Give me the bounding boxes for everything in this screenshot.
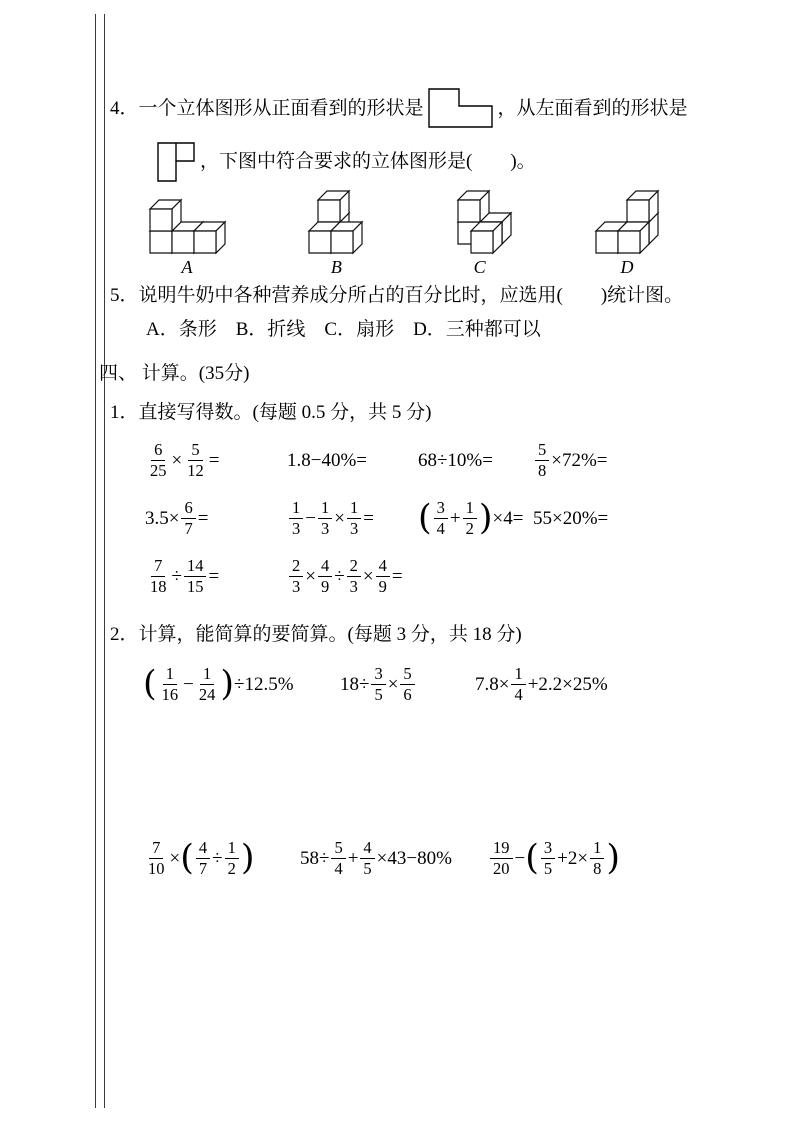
math-expression: 7.8× $\frac{1}{4}$ +2.2×25%: [475, 663, 608, 705]
part-2-expressions-row-1: [143, 665, 793, 705]
math-expression: 18÷ $\frac{3}{5}$ × $\frac{5}{6}$: [340, 665, 475, 705]
math-expression: $\frac{2}{3}$ × $\frac{4}{9}$ ÷ $\frac{2}{3}$ × $\frac{4}{9}$ =: [287, 557, 793, 597]
figure-option-a: [148, 187, 226, 276]
figure-options-row: [148, 187, 660, 276]
question-5-options: A．条形 B．折线 C．扇形 D．三种都可以: [146, 318, 541, 340]
math-expression: 55×20%=: [533, 508, 609, 530]
math-expression: 58÷ $\frac{5}{4}$ + $\frac{4}{5}$ ×43−80%: [300, 837, 452, 878]
math-expression: 1.8−40%=: [287, 450, 368, 472]
cube-figure-c: [447, 187, 513, 257]
cube-figure-b: [307, 187, 365, 257]
question-4-text-after-shape: ，从左面看到的形状是: [497, 97, 688, 119]
figure-option-c: [447, 187, 513, 276]
math-expression: $\frac{7}{10}$ × ( $\frac{4}{7}$ ÷ $\frac{1}{2}$ ): [148, 837, 255, 878]
part-1-title: 1．直接写得数。(每题 0.5 分，共 5 分): [110, 402, 432, 424]
math-expression: 68÷10%=: [418, 450, 493, 472]
question-5-text: 5．说明牛奶中各种营养成分所占的百分比时，应选用( )统计图。: [110, 285, 684, 306]
question-4-line-2: [152, 141, 793, 183]
math-expression: $\frac{6}{25}$ × $\frac{5}{12}$ =: [150, 440, 220, 481]
part-2-expressions-row-2: [143, 839, 793, 879]
figure-option-d: [594, 187, 660, 276]
figure-label-d: D: [620, 257, 634, 277]
section-4-title: 四、 计算。(35分): [99, 362, 250, 384]
part-2-title: 2．计算，能简算的要简算。(每题 3 分，共 18 分): [110, 623, 522, 645]
cube-figure-a: [148, 187, 226, 257]
math-expression: $\frac{1}{3}$ − $\frac{1}{3}$ × $\frac{1}{3}$ =: [287, 499, 418, 539]
math-expression: 3.5× $\frac{6}{7}$ =: [145, 497, 209, 539]
figure-label-b: B: [330, 257, 342, 277]
part-1-expressions-grid: [145, 441, 793, 597]
cube-figure-d: [594, 187, 660, 257]
math-expression: ( $\frac{3}{4}$ + $\frac{1}{2}$ ) ×4=: [418, 497, 524, 539]
figure-label-a: A: [181, 257, 193, 277]
question-4-text-before-shape: 4．一个立体图形从正面看到的形状是: [110, 97, 424, 119]
math-expression: $\frac{7}{18}$ ÷ $\frac{14}{15}$ =: [150, 555, 220, 597]
front-view-shape: [428, 88, 494, 129]
question-4-text-line-2: ，下图中符合要求的立体图形是( )。: [200, 151, 536, 173]
left-view-shape: [156, 141, 196, 183]
figure-option-b: [307, 187, 365, 276]
math-expression: $\frac{5}{8}$ ×72%=: [533, 441, 793, 481]
question-4-line-1: [110, 88, 763, 129]
math-expression: $\frac{19}{20}$ − ( $\frac{3}{5}$ +2× $\frac{1}{8}$ ): [488, 839, 793, 879]
figure-label-c: C: [473, 257, 486, 277]
math-expression: ( $\frac{1}{16}$ − $\frac{1}{24}$ ) ÷12.5%: [143, 663, 294, 705]
